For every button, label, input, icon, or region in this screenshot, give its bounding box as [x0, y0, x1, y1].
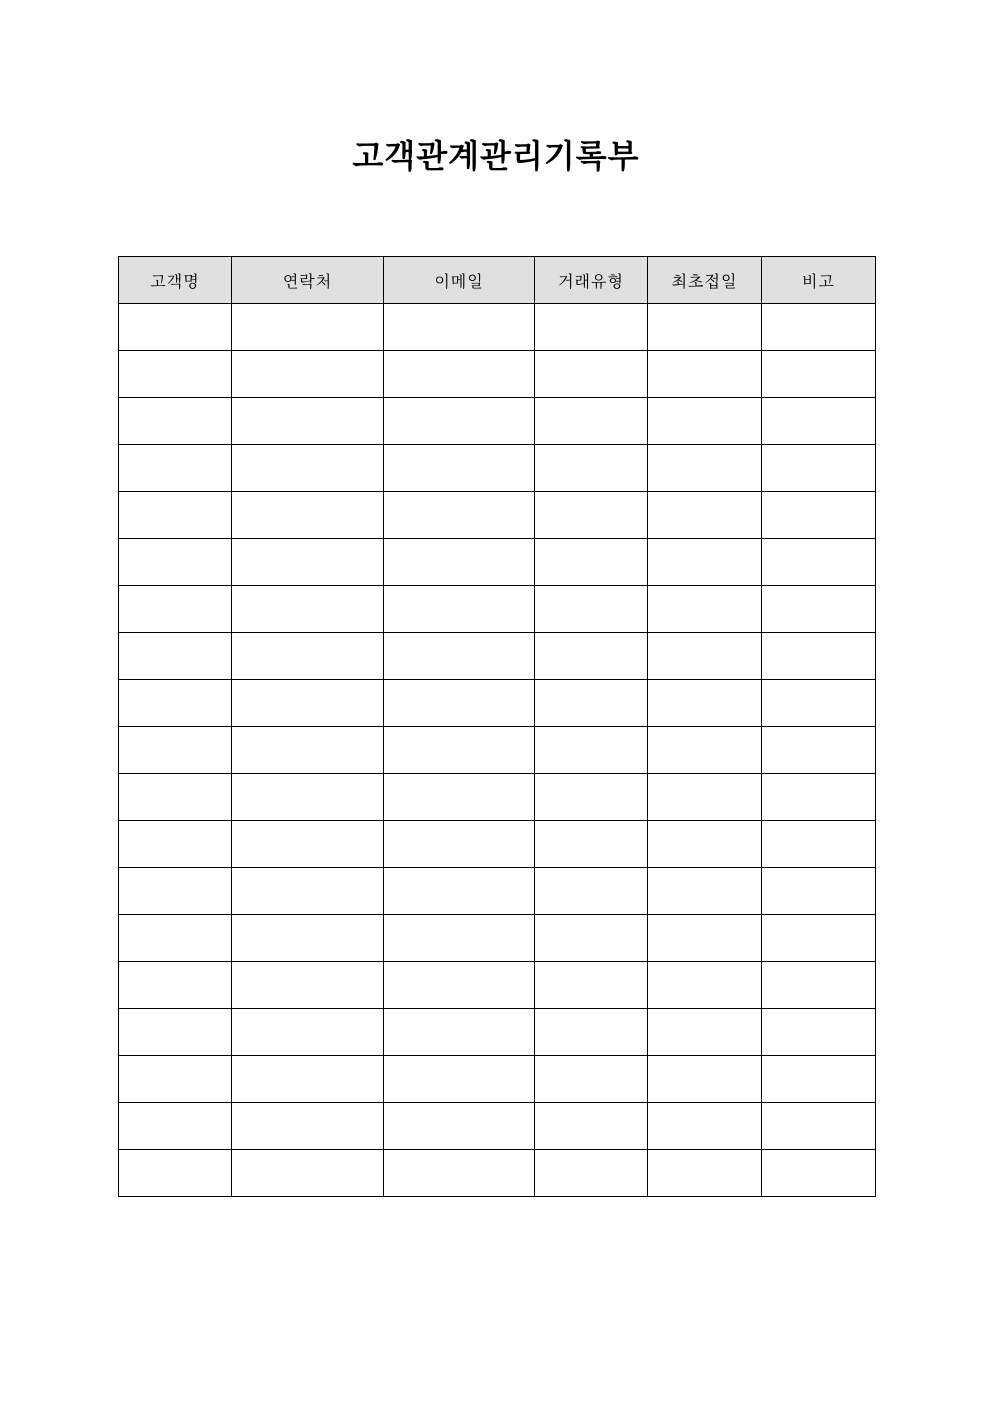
remarks-cell[interactable] [762, 351, 876, 398]
remarks-cell[interactable] [762, 962, 876, 1009]
table-row [119, 1056, 876, 1103]
email-cell[interactable] [384, 727, 535, 774]
table-row [119, 1103, 876, 1150]
remarks-cell[interactable] [762, 1103, 876, 1150]
first-contact-date-cell[interactable] [648, 774, 762, 821]
email-cell[interactable] [384, 1056, 535, 1103]
customer-name-cell[interactable] [119, 633, 232, 680]
table-row [119, 586, 876, 633]
contact-cell[interactable] [232, 962, 384, 1009]
table-row [119, 492, 876, 539]
email-cell[interactable] [384, 1009, 535, 1056]
email-cell[interactable] [384, 304, 535, 351]
remarks-cell[interactable] [762, 492, 876, 539]
email-cell[interactable] [384, 821, 535, 868]
first-contact-date-cell[interactable] [648, 821, 762, 868]
customer-name-cell[interactable] [119, 868, 232, 915]
contact-cell[interactable] [232, 351, 384, 398]
contact-cell[interactable] [232, 586, 384, 633]
customer-name-cell[interactable] [119, 915, 232, 962]
first-contact-date-cell[interactable] [648, 586, 762, 633]
table-row [119, 1150, 876, 1197]
table-row [119, 633, 876, 680]
transaction-type-cell[interactable] [535, 445, 648, 492]
first-contact-date-cell[interactable] [648, 962, 762, 1009]
customer-name-cell[interactable] [119, 1056, 232, 1103]
customer-name-cell[interactable] [119, 539, 232, 586]
first-contact-date-cell[interactable] [648, 1009, 762, 1056]
remarks-cell[interactable] [762, 680, 876, 727]
table-row [119, 539, 876, 586]
column-header-email: 이메일 [384, 257, 535, 304]
email-cell[interactable] [384, 445, 535, 492]
contact-cell[interactable] [232, 633, 384, 680]
first-contact-date-cell[interactable] [648, 492, 762, 539]
column-header-contact: 연락처 [232, 257, 384, 304]
customer-name-cell[interactable] [119, 1103, 232, 1150]
remarks-cell[interactable] [762, 1150, 876, 1197]
first-contact-date-cell[interactable] [648, 727, 762, 774]
contact-cell[interactable] [232, 727, 384, 774]
column-header-first-contact-date: 최초접일 [648, 257, 762, 304]
table-row [119, 821, 876, 868]
contact-cell[interactable] [232, 821, 384, 868]
contact-cell[interactable] [232, 774, 384, 821]
email-cell[interactable] [384, 633, 535, 680]
email-cell[interactable] [384, 1103, 535, 1150]
transaction-type-cell[interactable] [535, 1056, 648, 1103]
customer-name-cell[interactable] [119, 351, 232, 398]
email-cell[interactable] [384, 492, 535, 539]
transaction-type-cell[interactable] [535, 492, 648, 539]
transaction-type-cell[interactable] [535, 351, 648, 398]
transaction-type-cell[interactable] [535, 633, 648, 680]
email-cell[interactable] [384, 586, 535, 633]
remarks-cell[interactable] [762, 774, 876, 821]
remarks-cell[interactable] [762, 304, 876, 351]
contact-cell[interactable] [232, 915, 384, 962]
customer-name-cell[interactable] [119, 680, 232, 727]
email-cell[interactable] [384, 398, 535, 445]
column-header-customer-name: 고객명 [119, 257, 232, 304]
transaction-type-cell[interactable] [535, 868, 648, 915]
first-contact-date-cell[interactable] [648, 868, 762, 915]
transaction-type-cell[interactable] [535, 915, 648, 962]
column-header-transaction-type: 거래유형 [535, 257, 648, 304]
transaction-type-cell[interactable] [535, 586, 648, 633]
email-cell[interactable] [384, 868, 535, 915]
contact-cell[interactable] [232, 868, 384, 915]
table-row [119, 962, 876, 1009]
email-cell[interactable] [384, 962, 535, 1009]
table-row [119, 304, 876, 351]
customer-name-cell[interactable] [119, 962, 232, 1009]
customer-name-cell[interactable] [119, 774, 232, 821]
first-contact-date-cell[interactable] [648, 1150, 762, 1197]
table-row [119, 445, 876, 492]
table-body [119, 304, 876, 1197]
contact-cell[interactable] [232, 445, 384, 492]
contact-cell[interactable] [232, 398, 384, 445]
customer-name-cell[interactable] [119, 492, 232, 539]
email-cell[interactable] [384, 351, 535, 398]
transaction-type-cell[interactable] [535, 774, 648, 821]
contact-cell[interactable] [232, 304, 384, 351]
customer-name-cell[interactable] [119, 304, 232, 351]
customer-name-cell[interactable] [119, 1150, 232, 1197]
customer-name-cell[interactable] [119, 1009, 232, 1056]
remarks-cell[interactable] [762, 868, 876, 915]
remarks-cell[interactable] [762, 633, 876, 680]
remarks-cell[interactable] [762, 539, 876, 586]
contact-cell[interactable] [232, 539, 384, 586]
transaction-type-cell[interactable] [535, 1009, 648, 1056]
customer-name-cell[interactable] [119, 398, 232, 445]
first-contact-date-cell[interactable] [648, 304, 762, 351]
first-contact-date-cell[interactable] [648, 1056, 762, 1103]
table-header-row [119, 257, 876, 304]
remarks-cell[interactable] [762, 1056, 876, 1103]
first-contact-date-cell[interactable] [648, 633, 762, 680]
email-cell[interactable] [384, 539, 535, 586]
email-cell[interactable] [384, 680, 535, 727]
customer-name-cell[interactable] [119, 727, 232, 774]
first-contact-date-cell[interactable] [648, 680, 762, 727]
transaction-type-cell[interactable] [535, 539, 648, 586]
column-header-remarks: 비고 [762, 257, 876, 304]
customer-name-cell[interactable] [119, 445, 232, 492]
transaction-type-cell[interactable] [535, 398, 648, 445]
table-row [119, 680, 876, 727]
contact-cell[interactable] [232, 680, 384, 727]
customer-record-table [118, 256, 876, 1197]
first-contact-date-cell[interactable] [648, 539, 762, 586]
customer-name-cell[interactable] [119, 821, 232, 868]
email-cell[interactable] [384, 915, 535, 962]
remarks-cell[interactable] [762, 821, 876, 868]
remarks-cell[interactable] [762, 398, 876, 445]
transaction-type-cell[interactable] [535, 1103, 648, 1150]
first-contact-date-cell[interactable] [648, 445, 762, 492]
email-cell[interactable] [384, 774, 535, 821]
remarks-cell[interactable] [762, 915, 876, 962]
contact-cell[interactable] [232, 1103, 384, 1150]
contact-cell[interactable] [232, 1150, 384, 1197]
table-row [119, 915, 876, 962]
remarks-cell[interactable] [762, 1009, 876, 1056]
contact-cell[interactable] [232, 492, 384, 539]
email-cell[interactable] [384, 1150, 535, 1197]
table-row [119, 868, 876, 915]
table-row [119, 398, 876, 445]
contact-cell[interactable] [232, 1009, 384, 1056]
customer-name-cell[interactable] [119, 586, 232, 633]
transaction-type-cell[interactable] [535, 680, 648, 727]
first-contact-date-cell[interactable] [648, 398, 762, 445]
first-contact-date-cell[interactable] [648, 351, 762, 398]
contact-cell[interactable] [232, 1056, 384, 1103]
transaction-type-cell[interactable] [535, 304, 648, 351]
table-row [119, 774, 876, 821]
first-contact-date-cell[interactable] [648, 915, 762, 962]
transaction-type-cell[interactable] [535, 962, 648, 1009]
remarks-cell[interactable] [762, 586, 876, 633]
table-row [119, 351, 876, 398]
first-contact-date-cell[interactable] [648, 1103, 762, 1150]
transaction-type-cell[interactable] [535, 1150, 648, 1197]
table-row [119, 727, 876, 774]
transaction-type-cell[interactable] [535, 727, 648, 774]
transaction-type-cell[interactable] [535, 821, 648, 868]
remarks-cell[interactable] [762, 445, 876, 492]
table-row [119, 1009, 876, 1056]
remarks-cell[interactable] [762, 727, 876, 774]
document-title: 고객관계관리기록부 [352, 137, 640, 175]
